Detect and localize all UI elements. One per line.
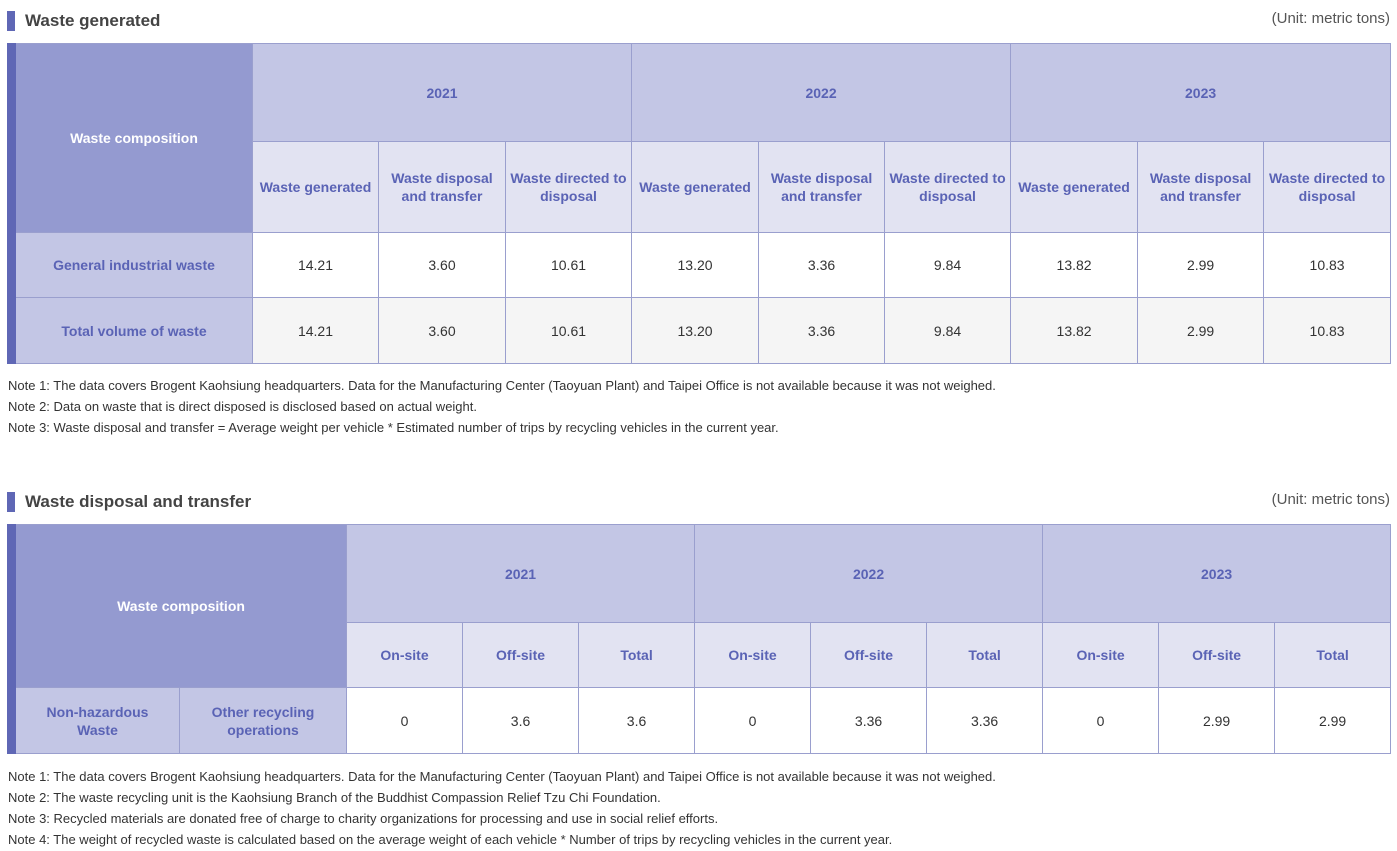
table-row: [8, 233, 1391, 298]
table-cell: 13.82: [1011, 233, 1138, 298]
section-title: Waste disposal and transfer: [25, 492, 252, 511]
table-cell: 0: [347, 688, 463, 754]
column-header: Off-site: [1159, 623, 1275, 688]
year-header: 2021: [253, 44, 632, 142]
year-header: 2023: [1043, 525, 1391, 623]
table-cell: 13.82: [1011, 298, 1138, 364]
row-type: Other recycling operations: [180, 688, 347, 754]
table-cell: 13.20: [632, 233, 759, 298]
column-header: Total: [579, 623, 695, 688]
row-label: Total volume of waste: [16, 298, 253, 364]
row-label: General industrial waste: [16, 233, 253, 298]
table-cell: 9.84: [885, 298, 1011, 364]
table-cell: 10.83: [1264, 298, 1391, 364]
waste-disposal-table: [7, 524, 1391, 754]
composition-header: Waste composition: [16, 525, 347, 688]
accent-bar: [8, 44, 16, 364]
column-header: Total: [927, 623, 1043, 688]
table-row: [8, 298, 1391, 364]
table-cell: 14.21: [253, 233, 379, 298]
column-header: Waste generated: [632, 142, 759, 233]
unit-label: (Unit: metric tons): [1271, 491, 1390, 508]
column-header: Off-site: [811, 623, 927, 688]
column-header: On-site: [347, 623, 463, 688]
table-cell: 3.36: [759, 298, 885, 364]
table-cell: 10.83: [1264, 233, 1391, 298]
notes-waste-generated: [8, 375, 1388, 438]
year-header: 2022: [695, 525, 1043, 623]
section-header-waste-generated: [7, 9, 1390, 33]
note: Note 1: The data covers Brogent Kaohsiung headquarters. Data for the Manufacturing Center (Taoyuan Plant) and Taipei Office is not available because it was not weighed.: [8, 378, 996, 393]
row-category: Non-hazardous Waste: [16, 688, 180, 754]
column-header: Waste disposal and transfer: [1138, 142, 1264, 233]
table-cell: 3.36: [811, 688, 927, 754]
table-cell: 3.6: [579, 688, 695, 754]
column-header: Waste directed to disposal: [506, 142, 632, 233]
table-cell: 10.61: [506, 233, 632, 298]
note: Note 4: The weight of recycled waste is calculated based on the average weight of each vehicle * Number of trips by recycling vehicles in the current year.: [8, 832, 893, 847]
accent-bar: [8, 525, 16, 754]
note: Note 2: Data on waste that is direct disposed is disclosed based on actual weight.: [8, 399, 477, 414]
composition-header: Waste composition: [16, 44, 253, 233]
column-header: Waste disposal and transfer: [759, 142, 885, 233]
section-title: Waste generated: [25, 11, 161, 30]
table-cell: 13.20: [632, 298, 759, 364]
year-header: 2022: [632, 44, 1011, 142]
waste-generated-table: [7, 43, 1391, 364]
column-header: Off-site: [463, 623, 579, 688]
section-marker: [7, 11, 15, 31]
section-marker: [7, 492, 15, 512]
column-header: Waste generated: [253, 142, 379, 233]
table-cell: 3.6: [463, 688, 579, 754]
table-cell: 3.60: [379, 233, 506, 298]
table-row: [8, 688, 1391, 754]
table-cell: 3.36: [759, 233, 885, 298]
column-header: Waste directed to disposal: [1264, 142, 1391, 233]
unit-label: (Unit: metric tons): [1271, 10, 1390, 27]
column-header: On-site: [695, 623, 811, 688]
note: Note 3: Recycled materials are donated free of charge to charity organizations for processing and use in social relief efforts.: [8, 811, 719, 826]
table-cell: 10.61: [506, 298, 632, 364]
column-header: Waste generated: [1011, 142, 1138, 233]
table-cell: 2.99: [1138, 298, 1264, 364]
column-header: Waste directed to disposal: [885, 142, 1011, 233]
year-header: 2023: [1011, 44, 1391, 142]
column-header: Total: [1275, 623, 1391, 688]
column-header: On-site: [1043, 623, 1159, 688]
table-cell: 3.60: [379, 298, 506, 364]
table-cell: 2.99: [1275, 688, 1391, 754]
table-cell: 0: [695, 688, 811, 754]
table-cell: 9.84: [885, 233, 1011, 298]
table-cell: 3.36: [927, 688, 1043, 754]
table-cell: 2.99: [1138, 233, 1264, 298]
section-header-waste-disposal: [7, 490, 1390, 514]
table-cell: 2.99: [1159, 688, 1275, 754]
year-header: 2021: [347, 525, 695, 623]
table-cell: 14.21: [253, 298, 379, 364]
notes-waste-disposal: [8, 766, 1388, 850]
note: Note 2: The waste recycling unit is the Kaohsiung Branch of the Buddhist Compassion Relief Tzu Chi Foundation.: [8, 790, 661, 805]
column-header: Waste disposal and transfer: [379, 142, 506, 233]
table-cell: 0: [1043, 688, 1159, 754]
note: Note 1: The data covers Brogent Kaohsiung headquarters. Data for the Manufacturing Center (Taoyuan Plant) and Taipei Office is not available because it was not weighed.: [8, 769, 996, 784]
note: Note 3: Waste disposal and transfer = Average weight per vehicle * Estimated number of trips by recycling vehicles in the current year.: [8, 420, 779, 435]
